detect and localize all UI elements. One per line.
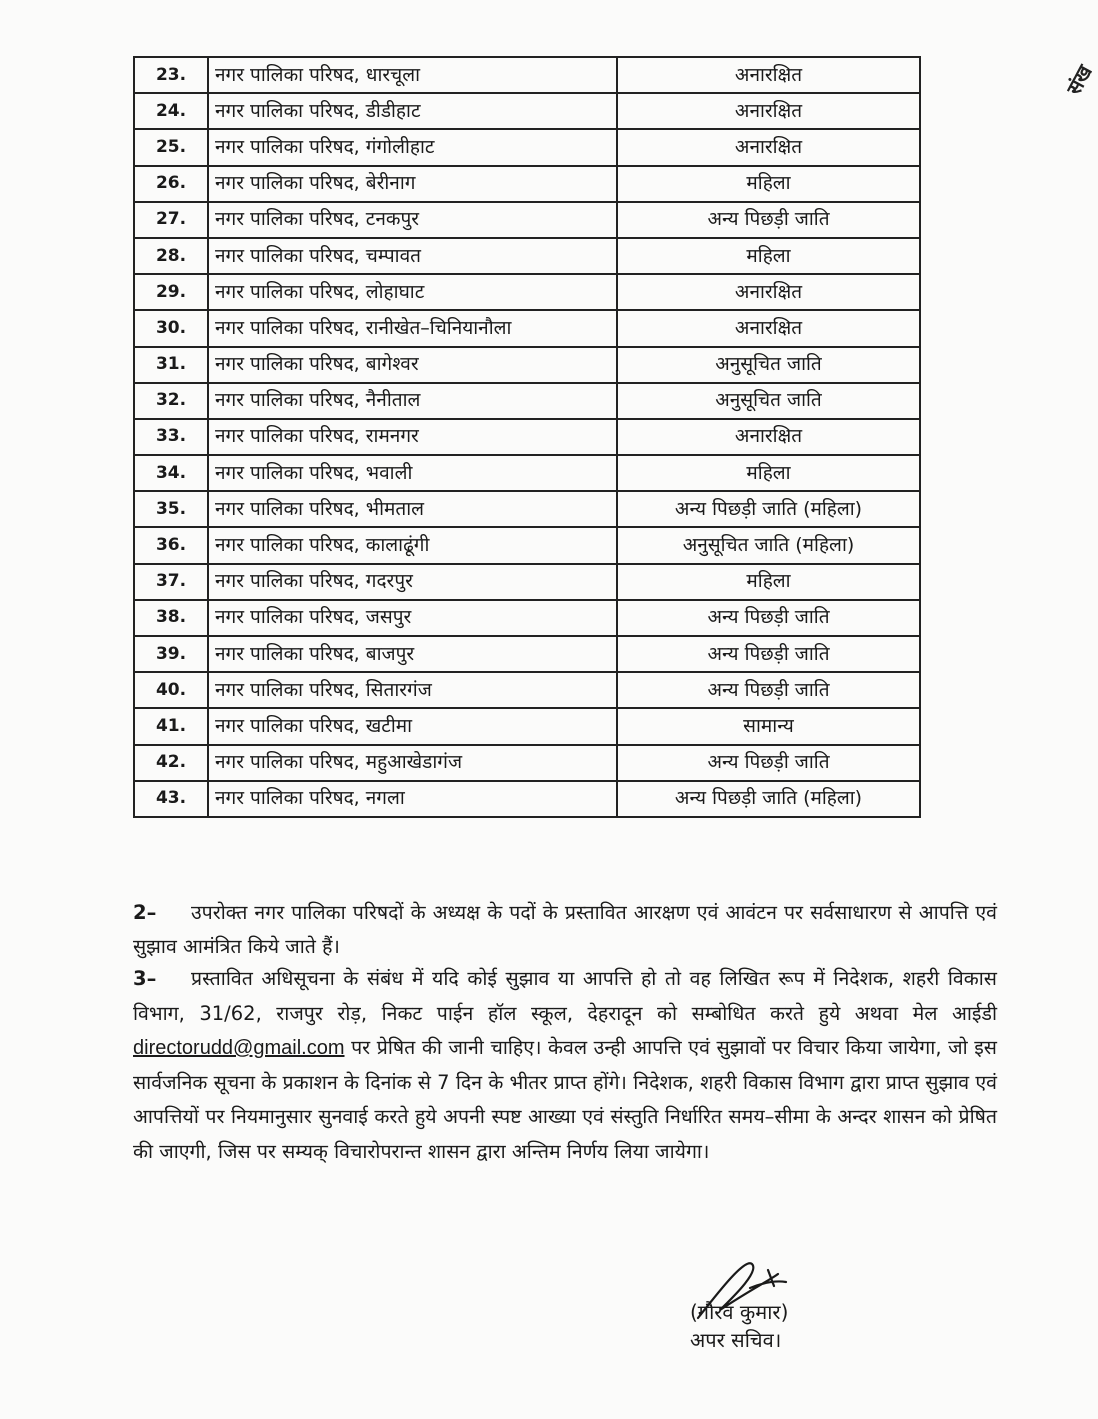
table-row <box>134 600 920 636</box>
table-row <box>134 274 920 310</box>
row-number: 41. <box>134 708 208 744</box>
municipality-name: नगर पालिका परिषद, रामनगर <box>208 419 617 455</box>
table-row <box>134 129 920 165</box>
reservation-category: अनारक्षित <box>617 274 920 310</box>
reservation-category: सामान्य <box>617 708 920 744</box>
table-row <box>134 202 920 238</box>
row-number: 28. <box>134 238 208 274</box>
municipality-name: नगर पालिका परिषद, सितारगंज <box>208 672 617 708</box>
row-number: 40. <box>134 672 208 708</box>
signatory <box>690 1298 788 1354</box>
reservation-category: अन्य पिछड़ी जाति <box>617 202 920 238</box>
row-number: 37. <box>134 564 208 600</box>
table-row <box>134 781 920 817</box>
row-number: 27. <box>134 202 208 238</box>
paragraph-2-number: 2– <box>133 901 157 924</box>
municipality-name: नगर पालिका परिषद, बाजपुर <box>208 636 617 672</box>
table-row <box>134 636 920 672</box>
reservation-category: अन्य पिछड़ी जाति (महिला) <box>617 491 920 527</box>
allocation-table <box>133 56 921 818</box>
reservation-category: महिला <box>617 166 920 202</box>
row-number: 30. <box>134 310 208 346</box>
reservation-category: महिला <box>617 564 920 600</box>
municipality-name: नगर पालिका परिषद, धारचूला <box>208 57 617 93</box>
row-number: 33. <box>134 419 208 455</box>
table-row <box>134 564 920 600</box>
reservation-category: महिला <box>617 455 920 491</box>
reservation-category: अनारक्षित <box>617 129 920 165</box>
paragraph-3-text-after: पर प्रेषित की जानी चाहिए। केवल उन्ही आपत्ति एवं सुझावों पर विचार किया जायेगा, जो इस सार्वजनिक सूचना के प्रकाशन के दिनांक से 7 दिन के भीतर प्राप्त होंगे। निदेशक, शहरी विकास विभाग द्वारा प्राप्त सुझाव एवं आपत्तियों पर नियमानुसार सुनवाई करते हुये अपनी स्पष्ट आख्या एवं संस्तुति निर्धारित समय–सीमा के अन्दर शासन को प्रेषित की जाएगी, जिस पर सम्यक् विचारोपरान्त शासन द्वारा अन्तिम निर्णय लिया जायेगा। <box>133 1036 997 1163</box>
margin-note: संख <box>1061 60 1097 99</box>
allocation-table-body <box>134 57 920 817</box>
row-number: 34. <box>134 455 208 491</box>
municipality-name: नगर पालिका परिषद, भीमताल <box>208 491 617 527</box>
paragraph-3-text-before: प्रस्तावित अधिसूचना के संबंध में यदि कोई सुझाव या आपत्ति हो तो वह लिखित रूप में निदेशक, शहरी विकास विभाग, 31/62, राजपुर रोड़, निकट पाईन हॉल स्कूल, देहरादून को सम्बोधित करते हुये अथवा मेल आईडी <box>133 967 997 1025</box>
email-link[interactable]: directorudd@gmail.com <box>133 1037 345 1060</box>
row-number: 25. <box>134 129 208 165</box>
municipality-name: नगर पालिका परिषद, टनकपुर <box>208 202 617 238</box>
municipality-name: नगर पालिका परिषद, नगला <box>208 781 617 817</box>
municipality-name: नगर पालिका परिषद, जसपुर <box>208 600 617 636</box>
signatory-name: (गौरव कुमार) <box>690 1300 789 1324</box>
municipality-name: नगर पालिका परिषद, भवाली <box>208 455 617 491</box>
table-row <box>134 310 920 346</box>
reservation-category: अनारक्षित <box>617 310 920 346</box>
row-number: 38. <box>134 600 208 636</box>
row-number: 31. <box>134 347 208 383</box>
table-row <box>134 491 920 527</box>
table-row <box>134 527 920 563</box>
row-number: 36. <box>134 527 208 563</box>
reservation-category: अन्य पिछड़ी जाति <box>617 745 920 781</box>
municipality-name: नगर पालिका परिषद, रानीखेत–चिनियानौला <box>208 310 617 346</box>
reservation-category: अनुसूचित जाति (महिला) <box>617 527 920 563</box>
paragraph-2 <box>133 896 997 964</box>
reservation-category: अनुसूचित जाति <box>617 347 920 383</box>
row-number: 43. <box>134 781 208 817</box>
municipality-name: नगर पालिका परिषद, कालाढूंगी <box>208 527 617 563</box>
table-row <box>134 347 920 383</box>
table-row <box>134 745 920 781</box>
row-number: 39. <box>134 636 208 672</box>
table-row <box>134 672 920 708</box>
row-number: 29. <box>134 274 208 310</box>
reservation-category: अन्य पिछड़ी जाति (महिला) <box>617 781 920 817</box>
reservation-category: अनारक्षित <box>617 57 920 93</box>
table-row <box>134 93 920 129</box>
reservation-category: अनुसूचित जाति <box>617 383 920 419</box>
municipality-name: नगर पालिका परिषद, गदरपुर <box>208 564 617 600</box>
municipality-name: नगर पालिका परिषद, गंगोलीहाट <box>208 129 617 165</box>
paragraph-3 <box>133 962 997 1170</box>
row-number: 42. <box>134 745 208 781</box>
paragraph-2-text: उपरोक्त नगर पालिका परिषदों के अध्यक्ष के पदों के प्रस्तावित आरक्षण एवं आवंटन पर सर्वसाधारण से आपत्ति एवं सुझाव आमंत्रित किये जाते हैं। <box>133 901 997 958</box>
municipality-name: नगर पालिका परिषद, महुआखेडागंज <box>208 745 617 781</box>
signatory-designation: अपर सचिव। <box>690 1328 782 1352</box>
row-number: 23. <box>134 57 208 93</box>
row-number: 24. <box>134 93 208 129</box>
municipality-name: नगर पालिका परिषद, बागेश्वर <box>208 347 617 383</box>
row-number: 26. <box>134 166 208 202</box>
reservation-category: अन्य पिछड़ी जाति <box>617 600 920 636</box>
row-number: 32. <box>134 383 208 419</box>
table-row <box>134 238 920 274</box>
municipality-name: नगर पालिका परिषद, चम्पावत <box>208 238 617 274</box>
municipality-name: नगर पालिका परिषद, बेरीनाग <box>208 166 617 202</box>
table-row <box>134 708 920 744</box>
row-number: 35. <box>134 491 208 527</box>
reservation-category: अन्य पिछड़ी जाति <box>617 636 920 672</box>
municipality-name: नगर पालिका परिषद, खटीमा <box>208 708 617 744</box>
reservation-category: अन्य पिछड़ी जाति <box>617 672 920 708</box>
reservation-category: अनारक्षित <box>617 93 920 129</box>
table-row <box>134 166 920 202</box>
paragraph-3-number: 3– <box>133 967 157 990</box>
table-row <box>134 419 920 455</box>
signature-block <box>690 1250 950 1410</box>
municipality-name: नगर पालिका परिषद, डीडीहाट <box>208 93 617 129</box>
municipality-name: नगर पालिका परिषद, नैनीताल <box>208 383 617 419</box>
reservation-category: महिला <box>617 238 920 274</box>
table-row <box>134 57 920 93</box>
table-row <box>134 383 920 419</box>
reservation-category: अनारक्षित <box>617 419 920 455</box>
table-row <box>134 455 920 491</box>
municipality-name: नगर पालिका परिषद, लोहाघाट <box>208 274 617 310</box>
